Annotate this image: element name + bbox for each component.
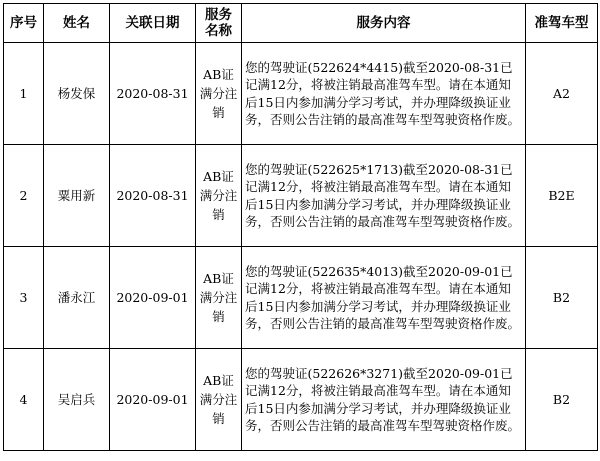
header-license-class: 准驾车型: [526, 4, 598, 43]
table-header-row: [4, 4, 598, 43]
cell-name: 吴启兵: [44, 349, 110, 451]
cell-service-content: 您的驾驶证(522624*4415)截至2020-08-31已记满12分，将被注销最高准驾车型。请在本通知后15日内参加满分学习考试，并办理降级换证业务，否则公告注销的最高准驾车型驾驶资格作废。: [242, 43, 526, 145]
cell-license-class: B2: [526, 247, 598, 349]
cell-date: 2020-08-31: [110, 145, 196, 247]
cell-service-name: AB证满分注销: [196, 247, 242, 349]
header-index: 序号: [4, 4, 44, 43]
table-row: [4, 247, 598, 349]
cell-date: 2020-09-01: [110, 349, 196, 451]
cell-date: 2020-09-01: [110, 247, 196, 349]
cell-index: 2: [4, 145, 44, 247]
cell-name: 杨发保: [44, 43, 110, 145]
cell-license-class: A2: [526, 43, 598, 145]
cell-date: 2020-08-31: [110, 43, 196, 145]
cell-index: 1: [4, 43, 44, 145]
cell-service-name: AB证满分注销: [196, 43, 242, 145]
cell-service-content: 您的驾驶证(522625*1713)截至2020-08-31已记满12分，将被注销最高准驾车型。请在本通知后15日内参加满分学习考试，并办理降级换证业务，否则公告注销的最高准驾车型驾驶资格作废。: [242, 145, 526, 247]
cell-service-name: AB证满分注销: [196, 145, 242, 247]
license-notice-table: [3, 3, 598, 451]
cell-service-content: 您的驾驶证(522635*4013)截至2020-09-01已记满12分，将被注销最高准驾车型。请在本通知后15日内参加满分学习考试，并办理降级换证业务，否则公告注销的最高准驾车型驾驶资格作废。: [242, 247, 526, 349]
cell-service-content: 您的驾驶证(522626*3271)截至2020-09-01已记满12分，将被注销最高准驾车型。请在本通知后15日内参加满分学习考试，并办理降级换证业务，否则公告注销的最高准驾车型驾驶资格作废。: [242, 349, 526, 451]
cell-name: 粟用新: [44, 145, 110, 247]
table-row: [4, 349, 598, 451]
cell-index: 3: [4, 247, 44, 349]
cell-service-name: AB证满分注销: [196, 349, 242, 451]
table-row: [4, 43, 598, 145]
header-name: 姓名: [44, 4, 110, 43]
header-service-name: 服务名称: [196, 4, 242, 43]
cell-license-class: B2E: [526, 145, 598, 247]
table-row: [4, 145, 598, 247]
header-date: 关联日期: [110, 4, 196, 43]
header-service-content: 服务内容: [242, 4, 526, 43]
cell-name: 潘永江: [44, 247, 110, 349]
cell-license-class: B2: [526, 349, 598, 451]
cell-index: 4: [4, 349, 44, 451]
